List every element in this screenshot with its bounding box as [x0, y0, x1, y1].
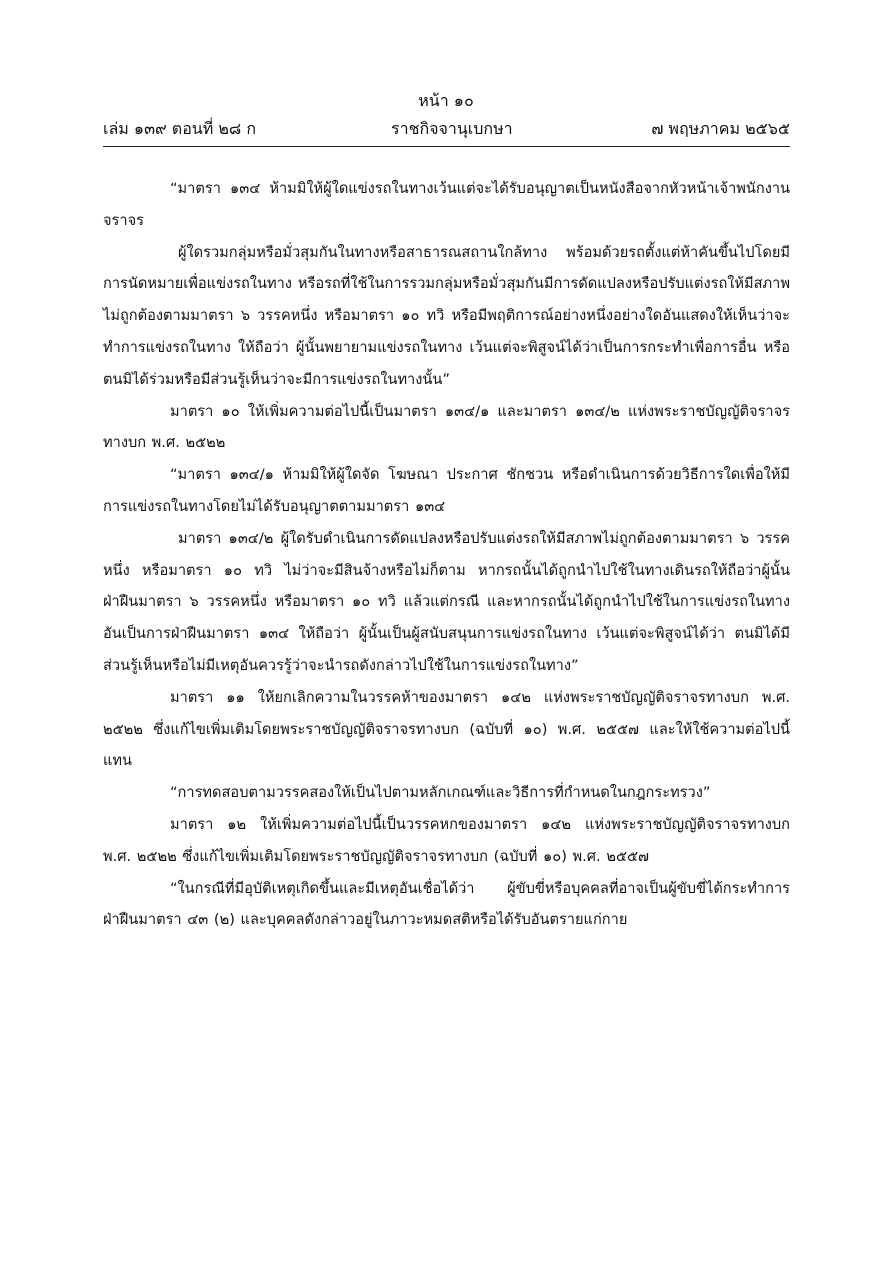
paragraph-section-12: มาตรา ๑๒ ให้เพิ่มความต่อไปนี้เป็นวรรคหกของมาตรา ๑๔๒ แห่งพระราชบัญญัติจราจรทางบก พ.ศ. ๒๕๒๒ ซึ่งแก้ไขเพิ่มเติมโดยพระราชบัญญัติจราจรทางบก (ฉบับที่ ๑๐) พ.ศ. ๒๕๕๗ — [103, 815, 790, 865]
gazette-header — [103, 117, 790, 141]
paragraph-section-134: “มาตรา ๑๓๔ ห้ามมิให้ผู้ใดแข่งรถในทางเว้นแต่จะได้รับอนุญาตเป็นหนังสือจากหัวหน้าเจ้าพนักงานจราจร — [103, 180, 790, 229]
publication-title: ราชกิจจานุเบกษา — [391, 119, 513, 138]
header-divider — [103, 146, 790, 147]
publication-date: ๗ พฤษภาคม ๒๕๖๕ — [651, 119, 790, 138]
paragraph-section-134-1: “มาตรา ๑๓๔/๑ ห้ามมิให้ผู้ใดจัด โฆษณา ประกาศ ชักชวน หรือดำเนินการด้วยวิธีการใดเพื่อให้มีการแข่งรถในทางโดยไม่ได้รับอนุญาตตามมาตรา ๑๓๔ — [103, 466, 790, 515]
paragraph-accident-clause: “ในกรณีที่มีอุบัติเหตุเกิดขึ้นและมีเหตุอันเชื่อได้ว่า ผู้ขับขี่หรือบุคคลที่อาจเป็นผู้ขับขี่ได้กระทำการฝ่าฝืนมาตรา ๔๓ (๒) และบุคคลดังกล่าวอยู่ในภาวะหมดสติหรือได้รับอันตรายแก่กาย — [103, 879, 790, 929]
paragraph-section-10: มาตรา ๑๐ ให้เพิ่มความต่อไปนี้เป็นมาตรา ๑๓๔/๑ และมาตรา ๑๓๔/๒ แห่งพระราชบัญญัติจราจรทางบก พ.ศ. ๒๕๒๒ — [103, 402, 790, 452]
paragraph-section-134-clause-2: ผู้ใดรวมกลุ่มหรือมั่วสุมกันในทางหรือสาธารณสถานใกล้ทาง พร้อมด้วยรถตั้งแต่ห้าคันขึ้นไปโดยมีการนัดหมายเพื่อแข่งรถในทาง หรือรถที่ใช้ในการรวมกลุ่มหรือมั่วสุมกันมีการดัดแปลงหรือปรับแต่งรถให้มีสภาพไม่ถูกต้องตามมาตรา ๖ วรรคหนึ่ง หรือมาตรา ๑๐ ทวิ หรือมีพฤติการณ์อย่างหนึ่งอย่างใดอันแสดงให้เห็นว่าจะทำการแข่งรถในทาง ให้ถือว่า ผู้นั้นพยายามแข่งรถในทาง เว้นแต่จะพิสูจน์ได้ว่าเป็นการกระทำเพื่อการอื่น หรือตนมิได้ร่วมหรือมีส่วนรู้เห็นว่าจะมีการแข่งรถในทางนั้น” — [103, 243, 790, 388]
document-body — [103, 173, 790, 936]
paragraph-testing-clause: “การทดสอบตามวรรคสองให้เป็นไปตามหลักเกณฑ์และวิธีการที่กำหนดในกฎกระทรวง” — [170, 784, 711, 802]
paragraph-section-134-2: มาตรา ๑๓๔/๒ ผู้ใดรับดำเนินการดัดแปลงหรือปรับแต่งรถให้มีสภาพไม่ถูกต้องตามมาตรา ๖ วรรคหนึ่ง หรือมาตรา ๑๐ ทวิ ไม่ว่าจะมีสินจ้างหรือไม่ก็ตาม หากรถนั้นได้ถูกนำไปใช้ในทางเดินรถให้ถือว่าผู้นั้นฝ่าฝืนมาตรา ๖ วรรคหนึ่ง หรือมาตรา ๑๐ ทวิ แล้วแต่กรณี และหากรถนั้นได้ถูกนำไปใช้ในการแข่งรถในทางอันเป็นการฝ่าฝืนมาตรา ๑๓๔ ให้ถือว่า ผู้นั้นเป็นผู้สนับสนุนการแข่งรถในทาง เว้นแต่จะพิสูจน์ได้ว่า ตนมิได้มีส่วนรู้เห็นหรือไม่มีเหตุอันควรรู้ว่าจะนำรถดังกล่าวไปใช้ในการแข่งรถในทาง” — [103, 529, 790, 674]
page-number: หน้า ๑๐ — [418, 91, 474, 110]
paragraph-section-11: มาตรา ๑๑ ให้ยกเลิกความในวรรคห้าของมาตรา ๑๔๒ แห่งพระราชบัญญัติจราจรทางบก พ.ศ. ๒๕๒๒ ซึ่งแก้ไขเพิ่มเติมโดยพระราชบัญญัติจราจรทางบก (ฉบับที่ ๑๐) พ.ศ. ๒๕๕๗ และให้ใช้ความต่อไปนี้แทน — [103, 688, 790, 770]
volume-issue: เล่ม ๑๓๙ ตอนที่ ๒๘ ก — [103, 119, 257, 138]
